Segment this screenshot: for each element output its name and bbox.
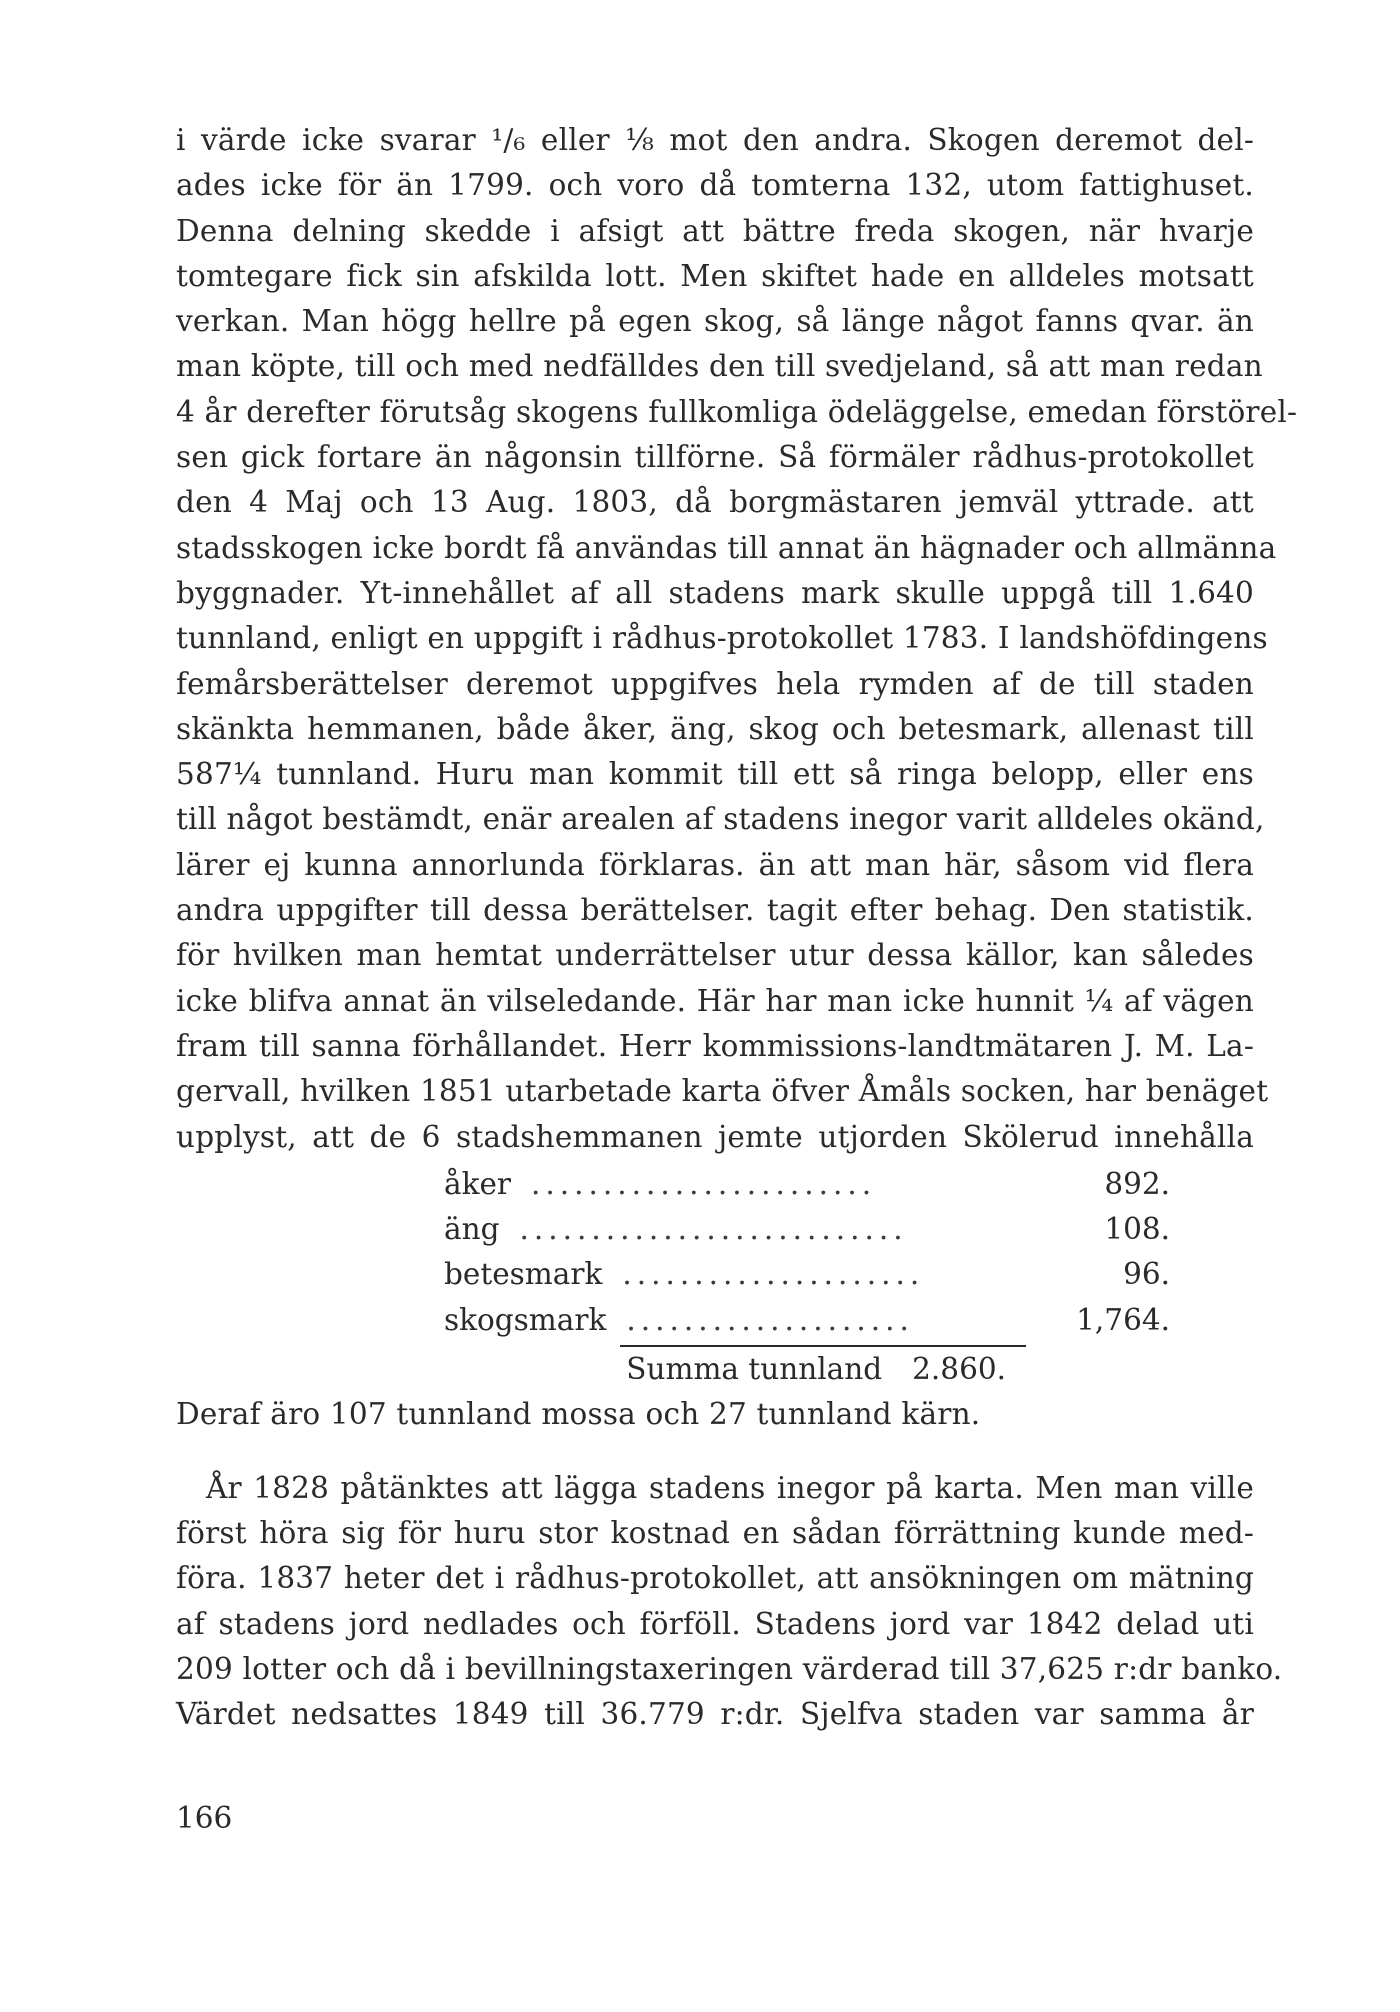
text-line: Värdet nedsattes 1849 till 36.779 r:dr. Sjelfva staden var samma år [176, 1697, 1254, 1732]
text-line: Denna delning skedde i afsigt att bättre freda skogen, när hvarje [176, 213, 1254, 248]
text-line: fram till sanna förhållandet. Herr kommissions-landtmätaren J. M. La- [176, 1028, 1254, 1063]
text-line: verkan. Man högg hellre på egen skog, så länge något fanns qvar. än [176, 304, 1254, 339]
after-table-line: Deraf äro 107 tunnland mossa och 27 tunnland kärn. [176, 1397, 981, 1432]
text-line: stadsskogen icke bordt få användas till annat än hägnader och allmänna [176, 530, 1277, 565]
text-line: andra uppgifter till dessa berättelser. tagit efter behag. Den statistik. [176, 893, 1254, 928]
row-label: äng [444, 1212, 500, 1247]
text-line: femårsberättelser deremot uppgifves hela rymden af de till staden [176, 666, 1254, 701]
sum-label: Summa tunnland [626, 1352, 883, 1387]
leader-dots: ........................... [519, 1212, 908, 1247]
text-line: föra. 1837 heter det i rådhus-protokollet, att ansökningen om mätning [176, 1561, 1254, 1596]
table-row [444, 1298, 1184, 1343]
table-row [444, 1162, 1184, 1207]
text-line: tunnland, enligt en uppgift i rådhus-protokollet 1783. I landshöfdingens [176, 621, 1268, 656]
text-line: lärer ej kunna annorlunda förklaras. än att man här, såsom vid flera [176, 847, 1254, 882]
text-line: skänkta hemmanen, både åker, äng, skog och betesmark, allenast till [176, 711, 1254, 746]
row-label: åker [444, 1166, 512, 1201]
row-value: 892. [1104, 1166, 1170, 1201]
row-value: 96. [1123, 1257, 1170, 1292]
text-line: 4 år derefter förutsåg skogens fullkomliga ödeläggelse, emedan förstörel- [176, 394, 1298, 429]
text-line: 209 lotter och då i bevillningstaxeringen värderad till 37,625 r:dr banko. [176, 1651, 1283, 1686]
text-line: byggnader. Yt-innehållet af all stadens mark skulle uppgå till 1.640 [176, 575, 1254, 610]
row-label: skogsmark [444, 1302, 607, 1337]
text-line: man köpte, till och med nedfälldes den till svedjeland, så att man redan [176, 349, 1263, 384]
text-line: till något bestämdt, enär arealen af stadens inegor varit alldeles okänd, [176, 802, 1265, 837]
text-line: gervall, hvilken 1851 utarbetade karta öfver Åmåls socken, har benäget [176, 1074, 1269, 1109]
text-line: upplyst, att de 6 stadshemmanen jemte utjorden Skölerud innehålla [176, 1119, 1254, 1154]
leader-dots: .................... [626, 1302, 914, 1337]
table-row [444, 1252, 1184, 1297]
row-value: 1,764. [1076, 1302, 1170, 1337]
paragraph-2 [176, 1466, 1283, 1738]
text-line: ades icke för än 1799. och voro då tomterna 132, utom fattighuset. [176, 168, 1254, 203]
page-body [176, 118, 1298, 1737]
text-line: först höra sig för huru stor kostnad en sådan förrättning kunde med- [176, 1515, 1254, 1550]
text-line: i värde icke svarar ¹/₆ eller ⅛ mot den andra. Skogen deremot del- [176, 123, 1254, 157]
text-line: År 1828 påtänktes att lägga stadens inegor på karta. Men man ville [206, 1470, 1254, 1505]
land-area-table [444, 1162, 1184, 1343]
text-line: tomtegare fick sin afskilda lott. Men skiftet hade en alldeles motsatt [176, 258, 1254, 293]
paragraph-1 [176, 118, 1298, 1160]
text-line: den 4 Maj och 13 Aug. 1803, då borgmästaren jemväl yttrade. att [176, 485, 1254, 520]
page-number: 166 [176, 1801, 233, 1835]
text-line: icke blifva annat än vilseledande. Här har man icke hunnit ¼ af vägen [176, 983, 1254, 1018]
sum-value: 2.860. [912, 1352, 1006, 1387]
leader-dots: ..................... [622, 1257, 925, 1292]
text-line: af stadens jord nedlades och förföll. Stadens jord var 1842 delad uti [176, 1606, 1254, 1641]
leader-dots: ........................ [531, 1166, 877, 1201]
text-line: sen gick fortare än någonsin tillförne. Så förmäler rådhus-protokollet [176, 440, 1254, 475]
row-label: betesmark [444, 1257, 603, 1292]
table-row [444, 1207, 1184, 1252]
sum-row [176, 1347, 1006, 1392]
text-line: 587¼ tunnland. Huru man kommit till ett så ringa belopp, eller ens [176, 757, 1254, 792]
text-line: för hvilken man hemtat underrättelser utur dessa källor, kan således [176, 938, 1254, 973]
row-value: 108. [1104, 1212, 1170, 1247]
